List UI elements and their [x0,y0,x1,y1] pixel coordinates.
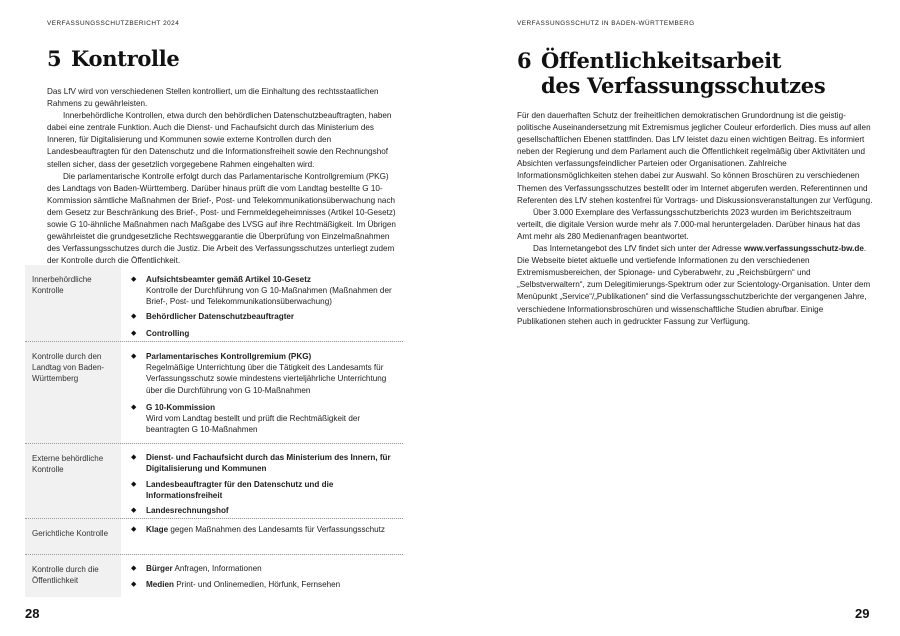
table-row [25,443,403,518]
running-head-left: VERFASSUNGSSCHUTZBERICHT 2024 [47,20,180,27]
item-title: Dienst- und Fachaufsicht durch das Ministerium des Innern, für Digitalisierung und Kommunen [146,453,391,474]
running-head-right: VERFASSUNGSSCHUTZ IN BADEN-WÜRTTEMBERG [517,20,695,27]
chapter-title-line2: des Verfassungsschutzes [541,73,826,98]
table-row [25,518,403,554]
right-page [450,0,900,636]
list-item [131,563,399,574]
item-description: Regelmäßige Unterrichtung über die Tätigkeit des Landesamts für Verfassungsschutz sowie mindestens vierteljährliche Unterrichtung über die Durchführung von G 10-Maßnahmen [146,363,387,395]
chapter-title-6 [517,48,825,98]
item-title: Behördlicher Datenschutzbeauftragter [146,312,295,321]
list-item [131,351,399,396]
row-content [121,444,403,518]
diamond-bullet-icon: ◆ [131,507,137,514]
paragraph: Für den dauerhaften Schutz der freiheitlichen demokratischen Grundordnung ist die geistig-politische Auseinandersetzung mit Extremismus jeglicher Couleur erforderlich. Dies muss auf allen gesellschaftlichen Ebenen stattfinden. Das LfV leistet dazu einen wichtigen Beitrag. Es informiert neben der Regierung und dem Parlament auch die Öffentlichkeit regelmäßig über Aktivitäten und Absichten verfassungsfeindlicher Parteien oder Organisationen. Zahlreiche Informationsmöglichkeiten stehen dabei zur Auswahl. So können Broschüren zu verschiedenen Themen des Verfassungsschutzes bestellt oder im Internet abgerufen werden. Referentinnen und Referenten des LfV stehen kostenfrei für Vortrags- und Diskussionsveranstaltungen zur Verfügung. [517,111,873,205]
list-item [131,328,399,339]
row-content [121,265,403,341]
diamond-bullet-icon: ◆ [131,313,137,320]
diamond-bullet-icon: ◆ [131,330,137,337]
diamond-bullet-icon: ◆ [131,481,137,488]
chapter-number: 6 [517,48,532,73]
item-text: Bürger Anfragen, Informationen [146,564,262,573]
paragraph: Die parlamentarische Kontrolle erfolgt durch das Parlamentarische Kontrollgremium (PKG) des Landtags von Baden-Württemberg. Darüber hinaus prüft die vom Landtag bestellte G 10-Kommission sämtliche Maßnahmen der Brief-, Post- und Telekommunikationsüberwachung nach dem Gesetz zur Beschränkung des Brief-, Post- und Fernmeldegeheimnisses (Artikel 10-Gesetz) sowie G 10-ähnliche Maßnahmen nach Maßgabe des LVSG auf ihre Rechtmäßigkeit. Im Übrigen gewährleistet die grundgesetzliche Rechtsweggarantie die Überprüfung von Einzelmaßnahmen des Verfassungsschutzes durch die Justiz. Die Arbeit des Verfassungsschutzes unterliegt zudem der Kontrolle durch die Öffentlichkeit. [47,171,396,266]
diamond-bullet-icon: ◆ [131,276,137,283]
chapter-title-line1: Öffentlichkeitsarbeit [541,48,782,73]
item-text: Medien Print- und Onlinemedien, Hörfunk, Fernsehen [146,580,341,589]
row-content [121,519,403,554]
list-item [131,479,399,501]
paragraph: Über 3.000 Exemplare des Verfassungsschutzberichts 2023 wurden im Berichtszeitraum verteilt, die digitale Version wurde mehr als 7.000-mal heruntergeladen. Darüber hinaus hat das Amt mehr als 280 Medienanfragen beantwortet. [517,207,861,241]
row-label: Innerbehördliche Kontrolle [32,275,92,295]
diamond-bullet-icon: ◆ [131,353,137,360]
row-content [121,555,403,597]
paragraph: Innerbehördliche Kontrollen, etwa durch den behördlichen Datenschutzbeauftragten, haben dabei eine zentrale Funktion. Auch die Dienst- und Fachaufsicht durch das Ministerium des Inneren, für Digitalisierung und Kommunen sowie externe Kontrollen durch den Landesbeauftragten für den Datenschutz und die Informationsfreiheit sowie den Rechnungshof stellen sicher, dass der gesetzlich vorgegebene Rahmen eingehalten wird. [47,111,392,169]
chapter-number: 5 [47,46,62,71]
intro-text [47,86,399,267]
list-item [131,311,399,322]
chapter-title-text: Kontrolle [71,46,180,71]
list-item [131,505,399,516]
table-row [25,265,403,341]
list-item [131,579,399,590]
chapter-title-5 [47,46,179,71]
row-label: Kontrolle durch den Landtag von Baden-Württemberg [32,352,105,383]
list-item [131,452,399,474]
diamond-bullet-icon: ◆ [131,526,137,533]
table-row [25,554,403,597]
page-number: 29 [855,606,870,621]
row-content [121,342,403,443]
item-title: Controlling [146,329,190,338]
diamond-bullet-icon: ◆ [131,404,137,411]
website-link[interactable]: www.verfassungsschutz-bw.de [743,244,864,254]
item-description: Wird vom Landtag bestellt und prüft die Rechtmäßigkeit der beantragten G 10-Maßnahmen [146,414,361,435]
control-overview-table [25,265,403,597]
publicity-text [517,110,874,328]
item-title: Landesrechnungshof [146,506,229,515]
paragraph: Das Internetangebot des LfV findet sich unter der Adresse www.verfassungsschutz-bw.de. Die Webseite bietet aktuelle und vertiefende Informationen zu den verschiedenen Extremismusbereichen, der Spionage- und Cyberabwehr, zu „Reichsbürgern“ und „Selbstverwaltern“, zum Delegitimierungs-Spektrum oder zur Scientology-Organisation. Unter dem Menüpunkt „Service“/„Publikationen“ sind die Verfassungsschutzberichte der vergangenen Jahre, verschiedene Informationsbroschüren und wissenschaftliche Studien abrufbar. Einige Publikationen stehen auch in gedruckter Fassung zur Verfügung. [517,244,871,326]
page-number: 28 [25,606,40,621]
item-description: Kontrolle der Durchführung von G 10-Maßnahmen (Maßnahmen der Brief-, Post- und Telekommunikationsüberwachung) [146,286,392,307]
row-label: Gerichtliche Kontrolle [32,529,109,538]
item-title: Parlamentarisches Kontrollgremium (PKG) [146,352,312,361]
item-title: Aufsichtsbeamter gemäß Artikel 10-Gesetz [146,275,311,284]
item-title: Landesbeauftragter für den Datenschutz und die Informationsfreiheit [146,480,334,501]
paragraph: Das LfV wird von verschiedenen Stellen kontrolliert, um die Einhaltung des rechtsstaatlichen Rahmens zu gewährleisten. [47,87,379,109]
item-text: Klage gegen Maßnahmen des Landesamts für Verfassungsschutz [146,525,385,534]
diamond-bullet-icon: ◆ [131,565,137,572]
row-label: Externe behördliche Kontrolle [32,454,104,474]
table-row [25,341,403,443]
list-item [131,524,399,535]
list-item [131,402,399,436]
list-item [131,274,399,308]
diamond-bullet-icon: ◆ [131,454,137,461]
item-title: G 10-Kommission [146,403,216,412]
row-label: Kontrolle durch die Öffentlichkeit [32,565,99,585]
diamond-bullet-icon: ◆ [131,581,137,588]
